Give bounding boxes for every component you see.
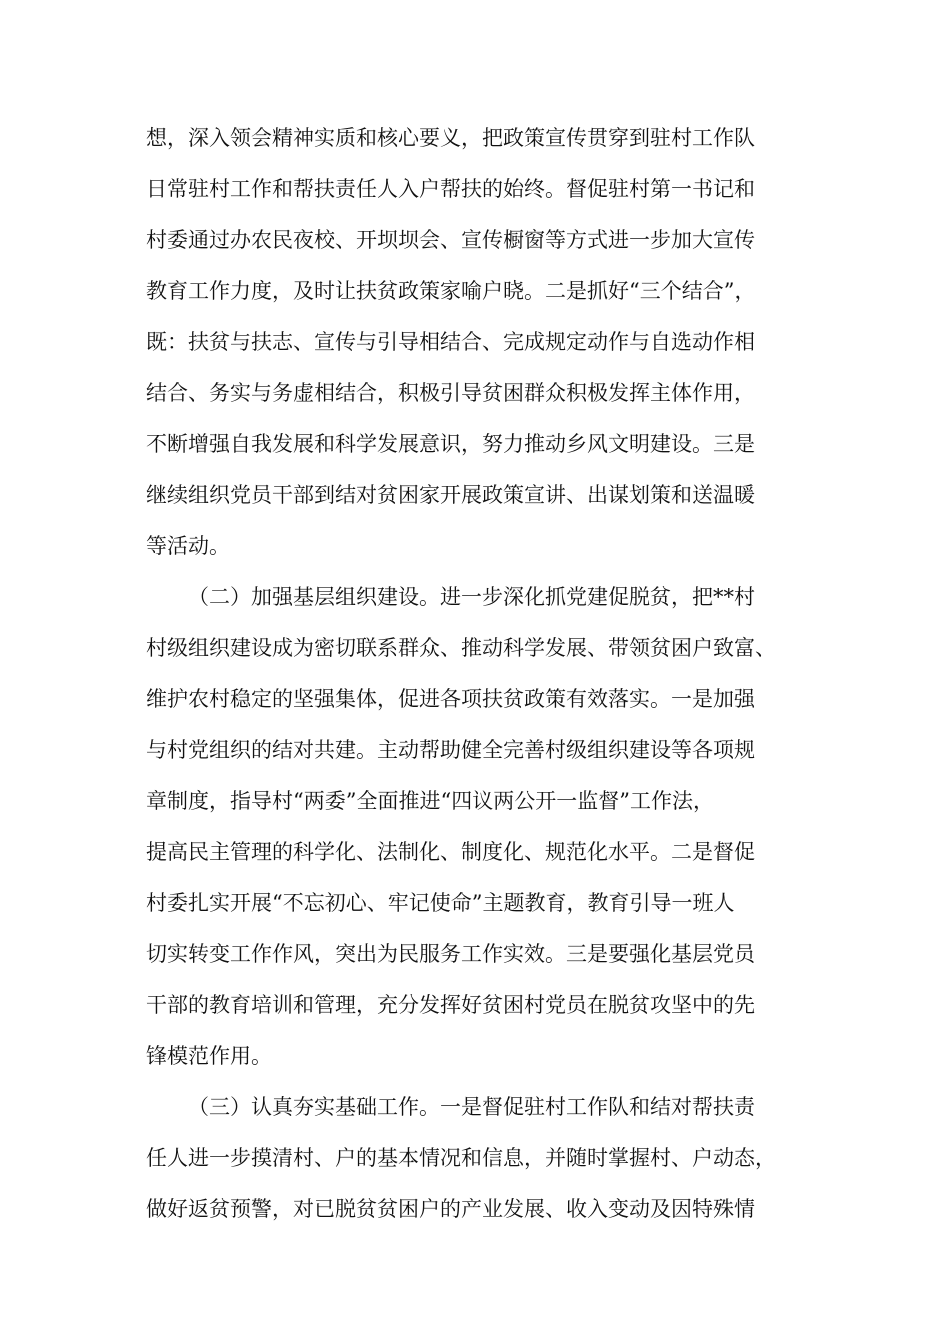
text-line [0,521,950,571]
text-line-content: 村委扎实开展“不忘初心、牢记使命”主题教育，教育引导一班人 [146,891,735,915]
text-line-content: 想，深入领会精神实质和核心要义，把政策宣传贯穿到驻村工作队 [146,126,755,150]
text-line [0,776,950,826]
text-line-content: 做好返贫预警，对已脱贫贫困户的产业发展、收入变动及因特殊情 [146,1197,755,1221]
text-line [0,827,950,877]
text-line-content: 继续组织党员干部到结对贫困家开展政策宣讲、出谋划策和送温暖 [146,483,755,507]
text-line [0,878,950,928]
text-line-content: 教育工作力度，及时让扶贫政策家喻户晓。二是抓好“三个结合”， [146,279,756,303]
text-line [0,674,950,724]
text-line-content: （三）认真夯实基础工作。一是督促驻村工作队和结对帮扶责 [188,1095,755,1119]
text-line [0,1184,950,1234]
text-line [0,368,950,418]
text-line [0,1031,950,1081]
text-line [0,113,950,163]
text-line [0,725,950,775]
text-line-content: 与村党组织的结对共建。主动帮助健全完善村级组织建设等各项规 [146,738,755,762]
text-line-content: 章制度，指导村“两委”全面推进“四议两公开一监督”工作法， [146,789,714,813]
section-heading-line [0,1082,950,1132]
text-line [0,419,950,469]
text-line-content: 等活动。 [146,534,230,558]
text-line-content: 任人进一步摸清村、户的基本情况和信息，并随时掌握村、户动态， [146,1146,776,1170]
text-line-content: 结合、务实与务虚相结合，积极引导贫困群众积极发挥主体作用， [146,381,755,405]
text-line [0,164,950,214]
text-line-content: （二）加强基层组织建设。进一步深化抓党建促脱贫，把**村 [188,585,755,609]
text-line-content: 干部的教育培训和管理，充分发挥好贫困村党员在脱贫攻坚中的先 [146,993,755,1017]
text-line-content: 锋模范作用。 [146,1044,272,1068]
text-line-content: 切实转变工作作风，突出为民服务工作实效。三是要强化基层党员 [146,942,755,966]
text-line-content: 村委通过办农民夜校、开坝坝会、宣传橱窗等方式进一步加大宣传 [146,228,755,252]
text-line-content: 日常驻村工作和帮扶责任人入户帮扶的始终。督促驻村第一书记和 [146,177,755,201]
text-line [0,470,950,520]
text-line-content: 不断增强自我发展和科学发展意识，努力推动乡风文明建设。三是 [146,432,755,456]
text-line-content: 既：扶贫与扶志、宣传与引导相结合、完成规定动作与自选动作相 [146,330,755,354]
text-line-content: 村级组织建设成为密切联系群众、推动科学发展、带领贫困户致富、 [146,636,776,660]
text-line-content: 提高民主管理的科学化、法制化、制度化、规范化水平。二是督促 [146,840,755,864]
text-line [0,929,950,979]
text-line-content: 维护农村稳定的坚强集体，促进各项扶贫政策有效落实。一是加强 [146,687,755,711]
text-line [0,317,950,367]
text-line [0,266,950,316]
text-line [0,215,950,265]
section-heading-line [0,572,950,622]
text-line [0,623,950,673]
text-line [0,980,950,1030]
text-line [0,1133,950,1183]
